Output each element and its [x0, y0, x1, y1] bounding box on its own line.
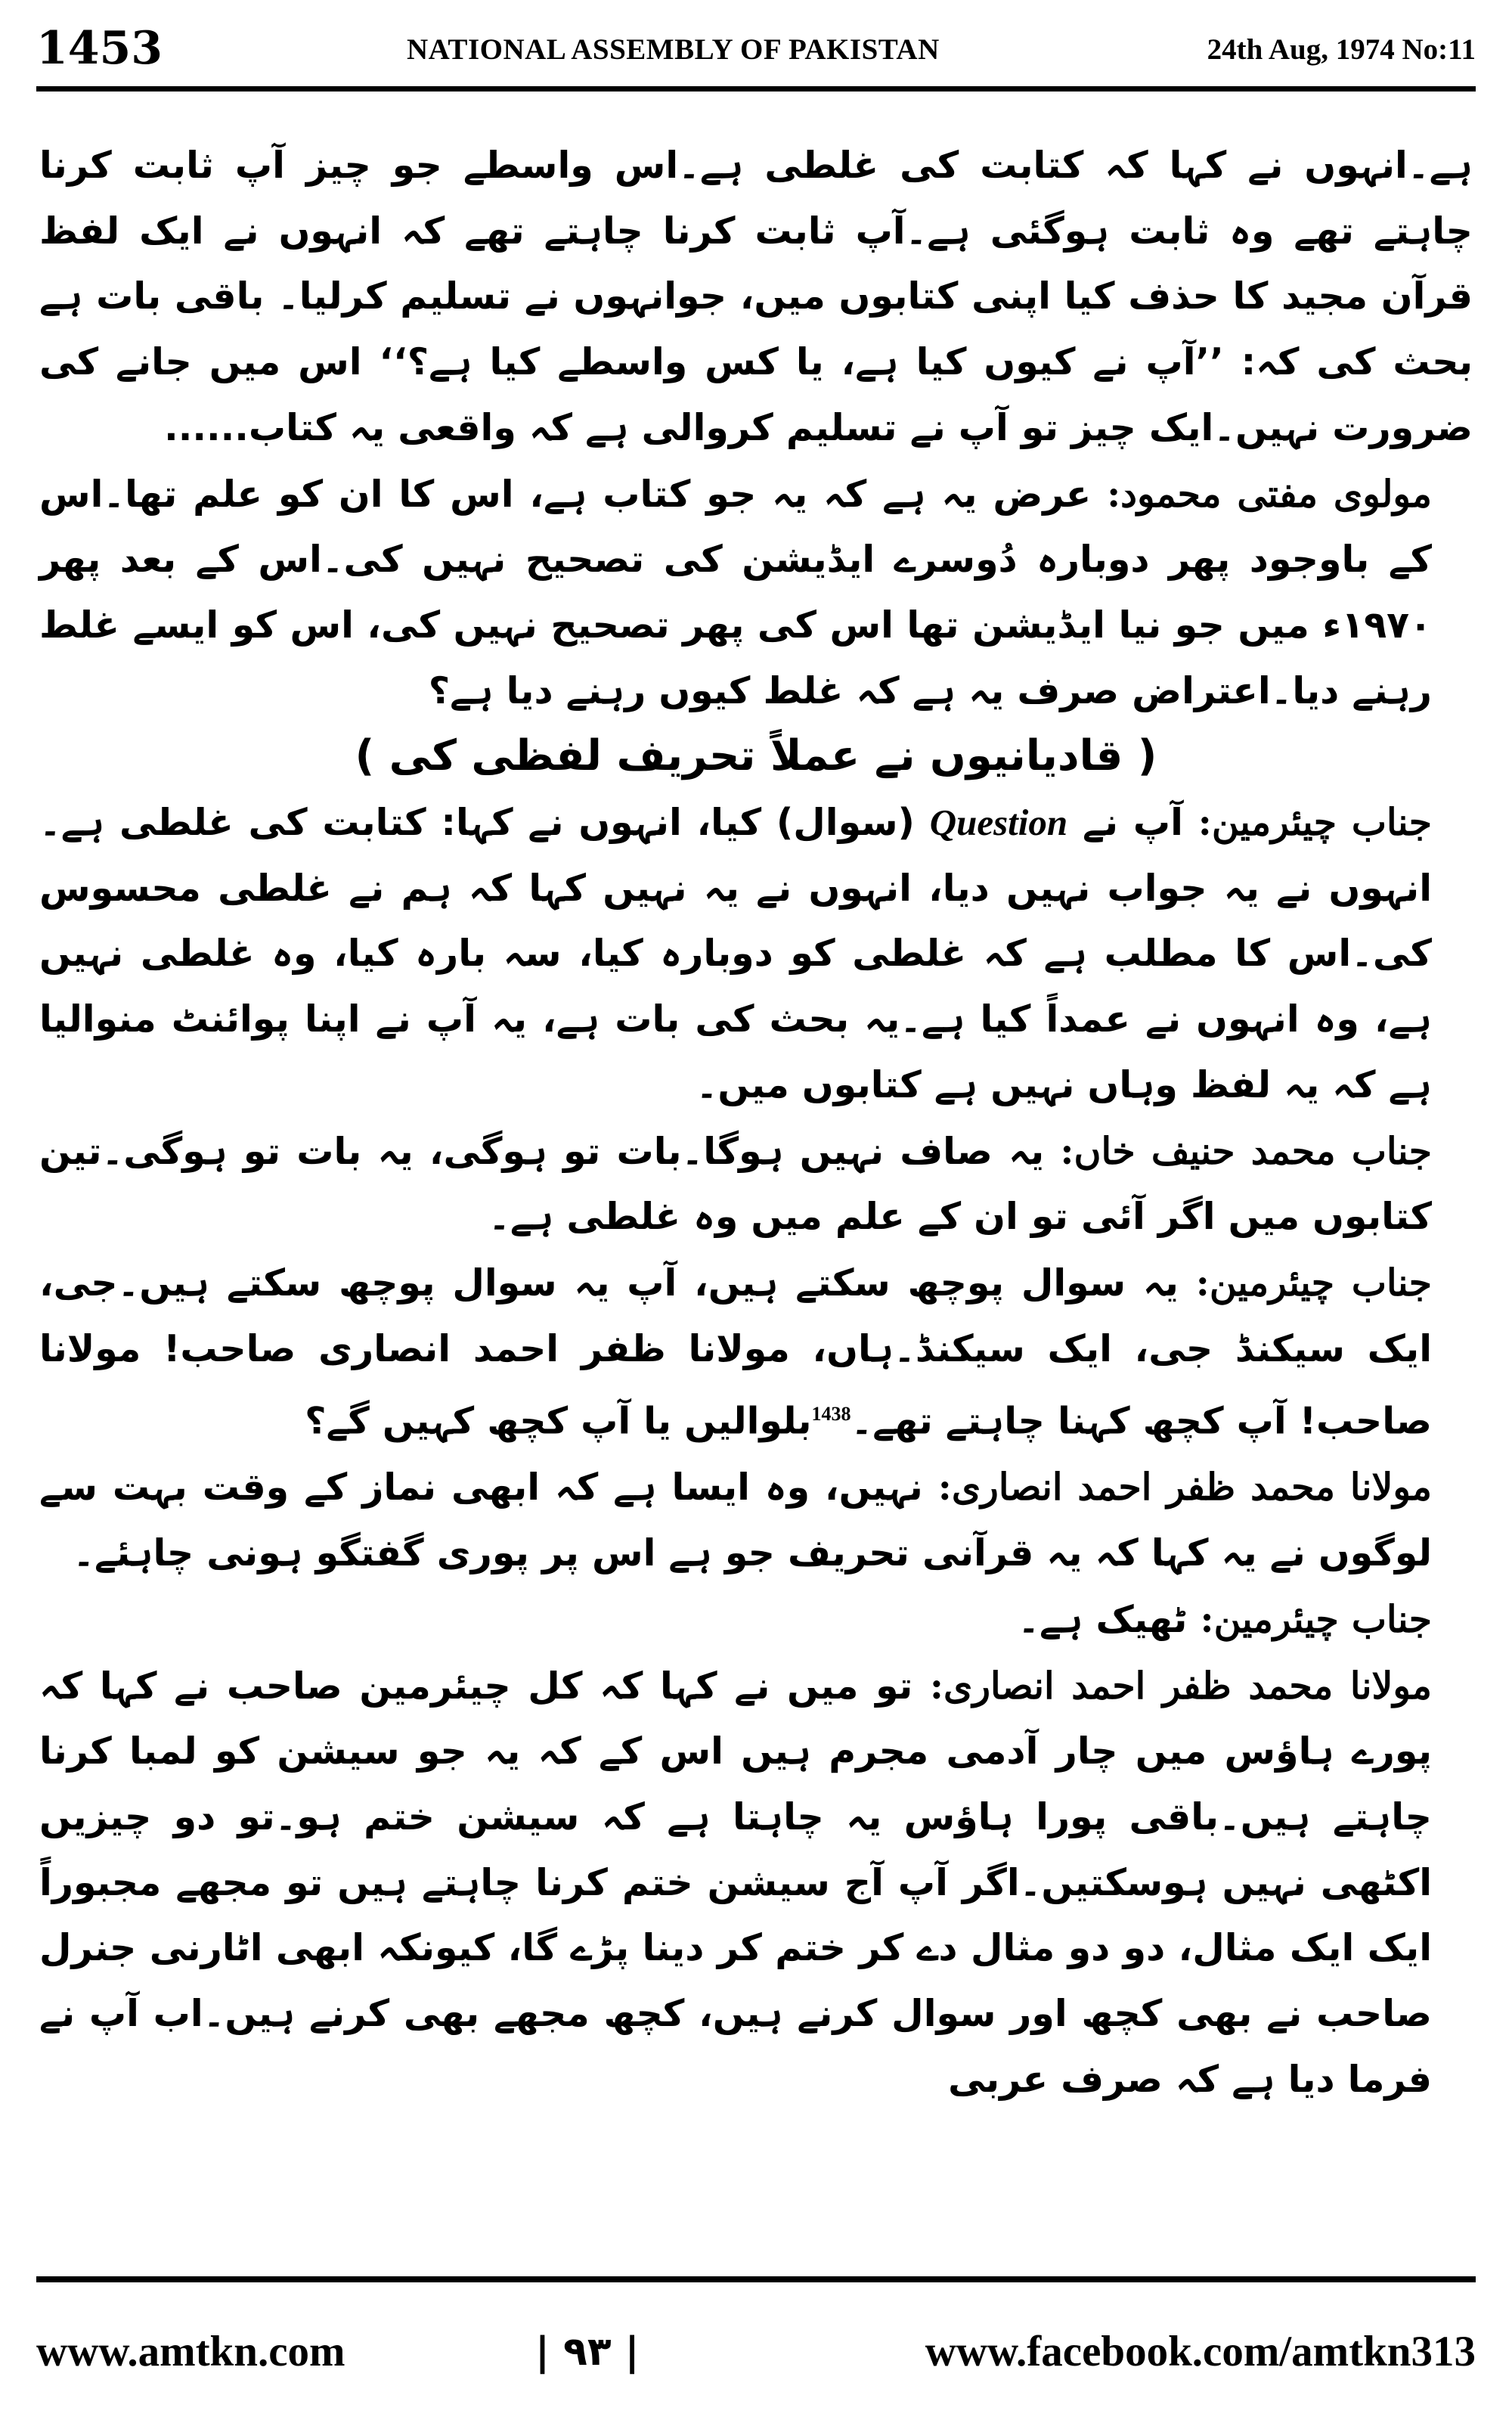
speaker-name: جناب چیئرمین: [1200, 1596, 1432, 1641]
header-date: 24th Aug, 1974 No:11 [1207, 33, 1476, 66]
english-word: Question [929, 802, 1068, 844]
paragraph-chairman-2: جناب چیئرمین: یہ سوال پوچھ سکتے ہیں، آپ یہ سوال پوچھ سکتے ہیں۔جی، ایک سیکنڈ جی، ایک سیکنڈ۔ہاں، مولانا ظفر احمد انصاری صاحب! مولانا صاحب! آپ کچھ کہنا چاہتے تھے۔$^{1438}$بلوالیں یا آپ کچھ کہیں گے؟ [39, 1260, 1432, 1443]
facebook-link[interactable]: www.facebook.com/amtkn313 [925, 2328, 1476, 2375]
page-footer [36, 2314, 1476, 2390]
paragraph-ansari-2: مولانا محمد ظفر احمد انصاری: تو میں نے کہا کہ کل چیئرمین صاحب نے کہا کہ پورے ہاؤس میں چار آدمی مجرم ہیں اس کے کہ یہ جو سیشن کو لمبا کرنا چاہتے ہیں۔باقی پورا ہاؤس یہ چاہتا ہے کہ سیشن ختم ہو۔تو دو چیزیں اکٹھی نہیں ہوسکتیں۔اگر آپ آج سیشن ختم کرنا چاہتے ہیں تو مجھے مجبوراً ایک ایک مثال، دو دو مثال دے کر ختم کر دینا پڑے گا، کیونکہ ابھی اٹارنی جنرل صاحب نے بھی کچھ اور سوال کرنے ہیں، کچھ مجھے بھی کرنے ہیں۔اب آپ نے فرما دیا ہے کہ صرف عربی [39, 1663, 1432, 2101]
header-title: NATIONAL ASSEMBLY OF PAKISTAN [407, 33, 940, 66]
speaker-name: جناب چیئرمین: [1198, 800, 1432, 845]
footer-divider [36, 2276, 1476, 2282]
website-link[interactable]: www.amtkn.com [36, 2328, 345, 2375]
paragraph-chairman-1: جناب چیئرمین: آپ نے Question (سوال) کیا، انہوں نے کہا: کتابت کی غلطی ہے۔انہوں نے یہ جواب نہیں دیا، انہوں نے یہ نہیں کہا کہ ہم نے غلطی محسوس کی۔اس کا مطلب ہے کہ غلطی کو دوبارہ کیا، سہ بارہ کیا، وہ غلطی نہیں ہے، وہ انہوں نے عمداً کیا ہے۔یہ بحث کی بات ہے، یہ آپ نے اپنا پوائنٹ منوالیا ہے کہ یہ لفظ وہاں نہیں ہے کتابوں میں۔ [39, 800, 1432, 1106]
page-number: 1453 [36, 22, 163, 75]
paragraph-1: ہے۔انہوں نے کہا کہ کتابت کی غلطی ہے۔اس واسطے جو چیز آپ ثابت کرنا چاہتے تھے وہ ثابت ہوگئی ہے۔آپ ثابت کرنا چاہتے تھے کہ انہوں نے ایک لفظ قرآن مجید کا حذف کیا اپنی کتابوں میں، جوانہوں نے تسلیم کرلیا۔ باقی بات ہے بحث کی کہ: ’’آپ نے کیوں کیا ہے، یا کس واسطے کیا ہے؟‘‘ اس میں جانے کی ضرورت نہیں۔ایک چیز تو آپ نے تسلیم کروالی ہے کہ واقعی یہ کتاب...... [39, 144, 1473, 449]
speaker-name: مولوی مفتی محمود: [1107, 471, 1432, 516]
page-header [36, 17, 1476, 92]
paragraph-mufti-mahmood: مولوی مفتی محمود: عرض یہ ہے کہ یہ جو کتاب ہے، اس کا ان کو علم تھا۔اس کے باوجود پھر دوبارہ دُوسرے ایڈیشن کی تصحیح نہیں کی۔اس کے بعد پھر ۱۹۷۰ء میں جو نیا ایڈیشن تھا اس کی پھر تصحیح نہیں کی، اس کو ایسے غلط رہنے دیا۔اعتراض صرف یہ ہے کہ غلط کیوں رہنے دیا ہے؟ [39, 471, 1432, 712]
speaker-name: جناب محمد حنیف خاں: [1060, 1128, 1432, 1173]
footer-page-number: | ۹۳ | [535, 2329, 640, 2375]
footnote-marker: 1438 [811, 1403, 851, 1426]
speaker-name: مولانا محمد ظفر احمد انصاری: [937, 1465, 1432, 1509]
speaker-name: جناب چیئرمین: [1195, 1260, 1432, 1305]
paragraph-chairman-3: جناب چیئرمین: ٹھیک ہے۔ [1018, 1596, 1432, 1641]
paragraph-hanif-khan: جناب محمد حنیف خاں: یہ صاف نہیں ہوگا۔بات تو ہوگی، یہ بات تو ہوگی۔تین کتابوں میں اگر آئی تو ان کے علم میں وہ غلطی ہے۔ [39, 1128, 1432, 1239]
paragraph-ansari-1: مولانا محمد ظفر احمد انصاری: نہیں، وہ ایسا ہے کہ ابھی نماز کے وقت بہت سے لوگوں نے یہ کہا کہ یہ قرآنی تحریف جو ہے اس پر پوری گفتگو ہونی چاہئے۔ [39, 1465, 1432, 1575]
section-heading: ( قادیانیوں نے عملاً تحریف لفظی کی ) [355, 731, 1157, 781]
speaker-name: مولانا محمد ظفر احمد انصاری: [929, 1663, 1432, 1708]
page-body [39, 133, 1473, 2232]
